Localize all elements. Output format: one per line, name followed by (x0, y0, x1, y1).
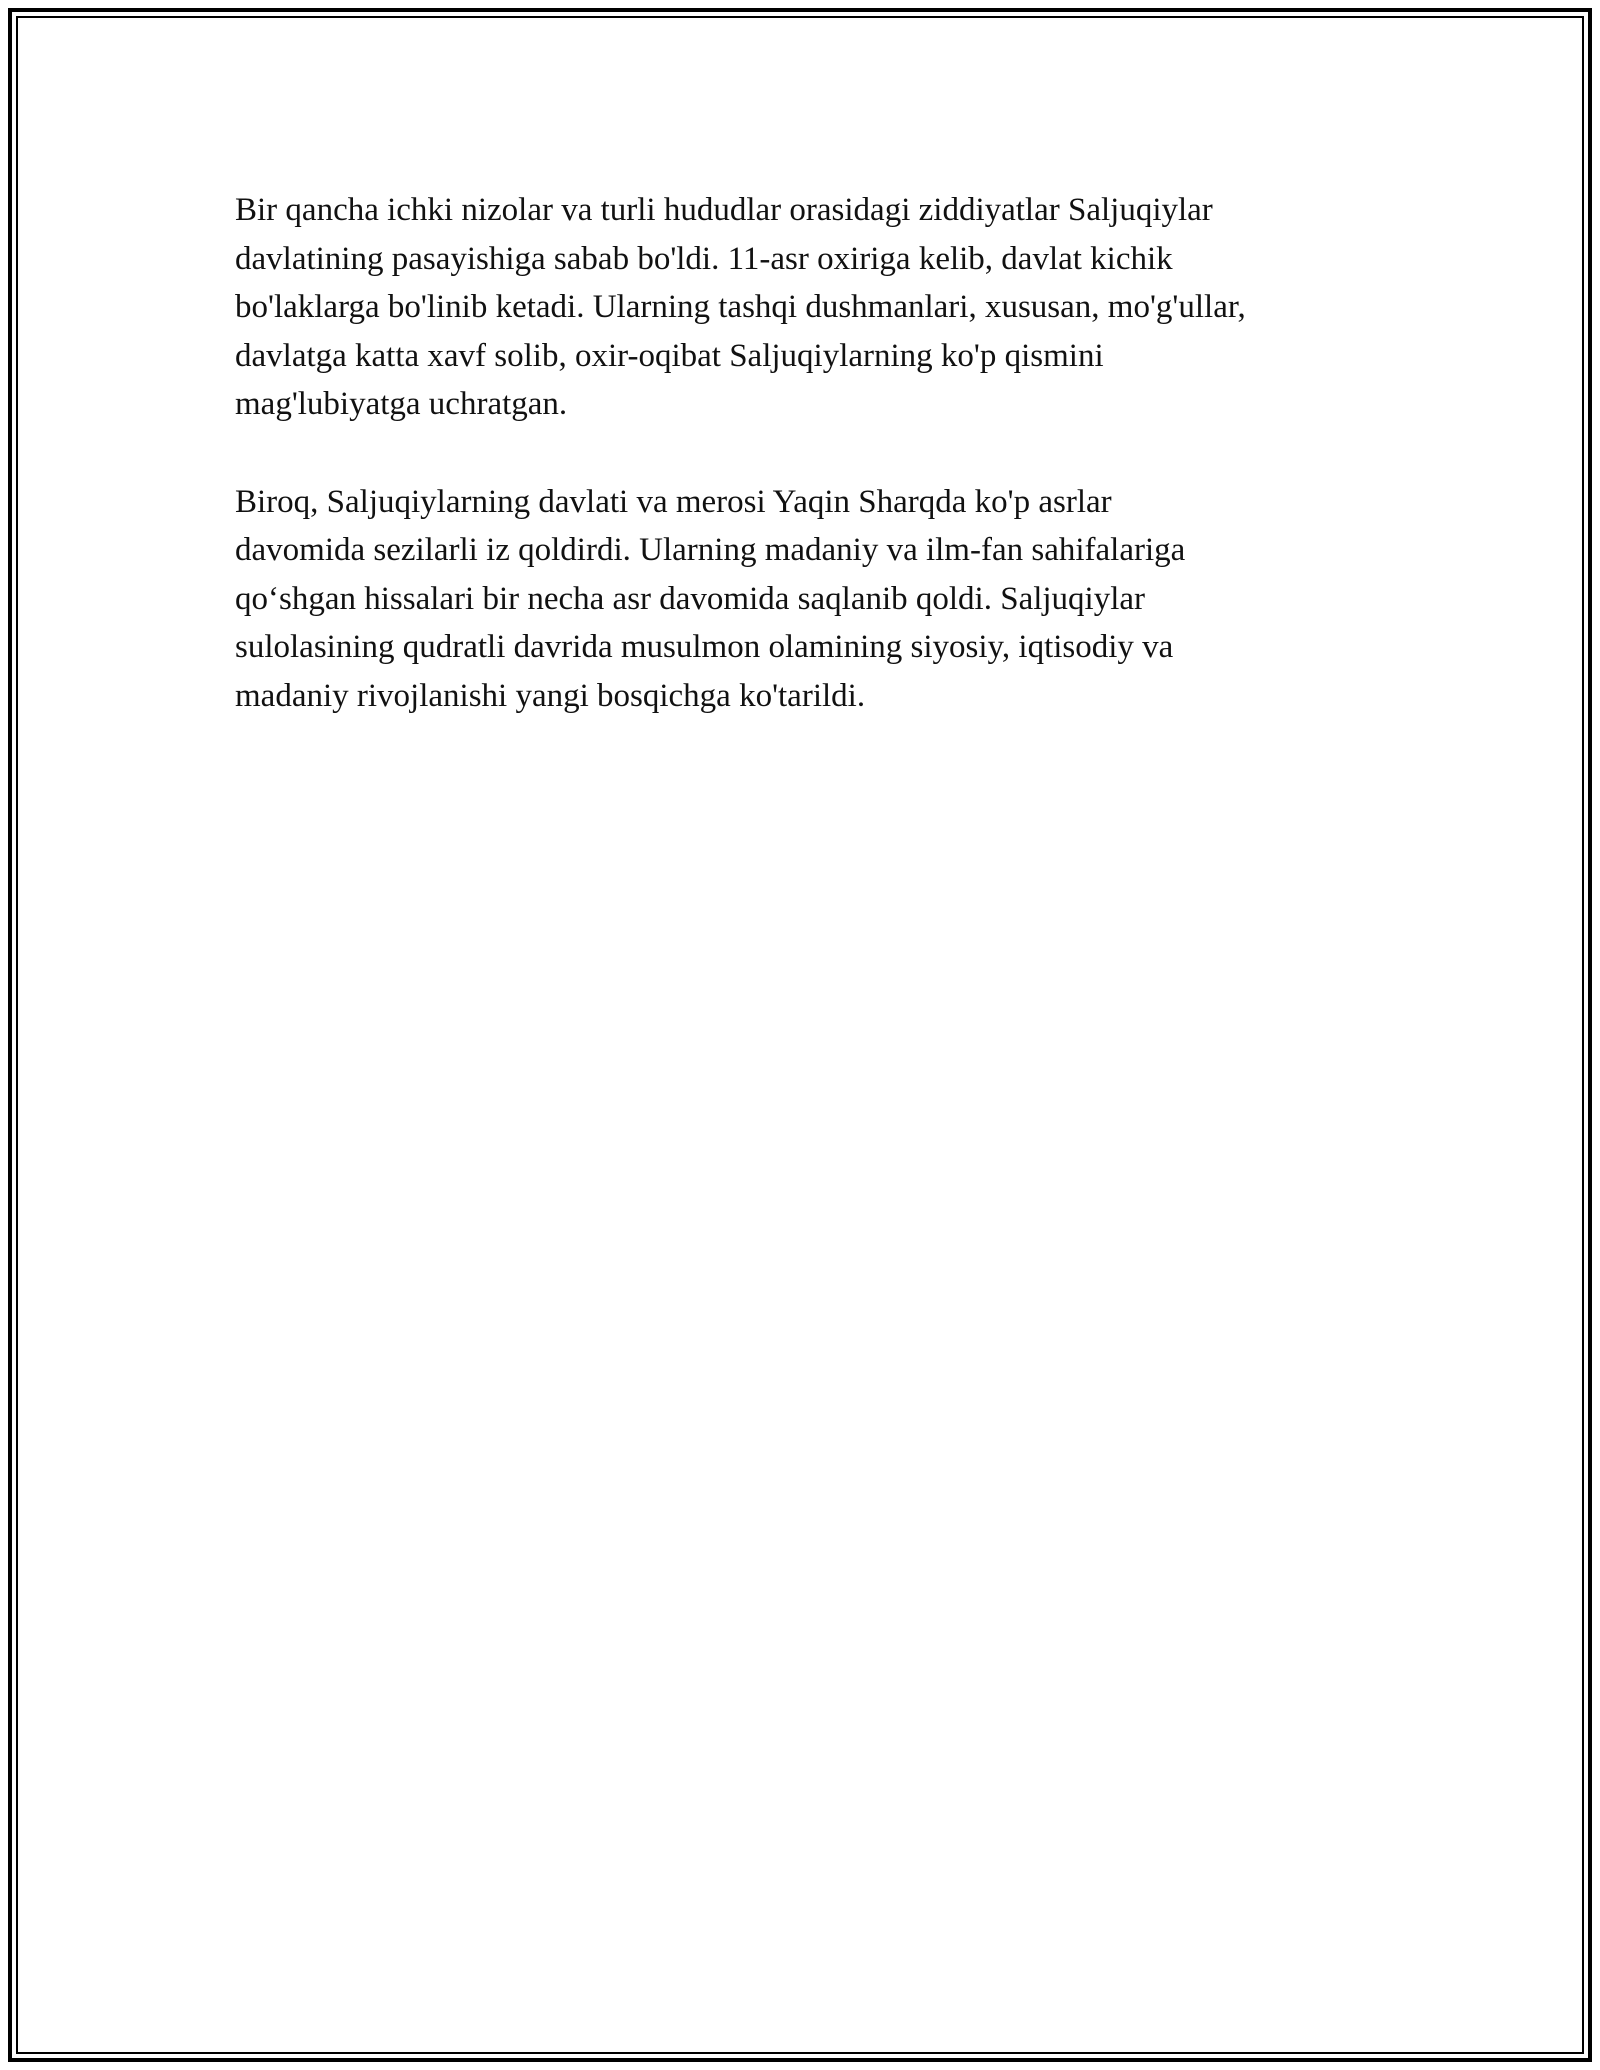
paragraph-2 (235, 478, 1385, 721)
paragraph-line: madaniy rivojlanishi yangi bosqichga ko'tarildi. (235, 677, 866, 714)
paragraph-line: qo‘shgan hissalari bir necha asr davomida saqlanib qoldi. Saljuqiylar (235, 580, 1146, 617)
paragraph-1 (235, 186, 1385, 429)
paragraph-line: davlatga katta xavf solib, oxir-oqibat Saljuqiylarning ko'p qismini (235, 337, 1104, 374)
paragraph-line: Biroq, Saljuqiylarning davlati va merosi Yaqin Sharqda ko'p asrlar (235, 483, 1112, 520)
document-body (235, 186, 1385, 720)
paragraph-line: Bir qancha ichki nizolar va turli hududlar orasidagi ziddiyatlar Saljuqiylar (235, 192, 1213, 228)
paragraph-line: mag'lubiyatga uchratgan. (235, 386, 568, 422)
paragraph-line: davlatining pasayishiga sabab bo'ldi. 11-asr oxiriga kelib, davlat kichik (235, 240, 1173, 277)
paragraph-line: bo'laklarga bo'linib ketadi. Ularning tashqi dushmanlari, xususan, mo'g'ullar, (235, 289, 1246, 325)
paragraph-line: davomida sezilarli iz qoldirdi. Ularning madaniy va ilm-fan sahifalariga (235, 532, 1186, 568)
paragraph-line: sulolasining qudratli davrida musulmon olamining siyosiy, iqtisodiy va (235, 629, 1174, 665)
